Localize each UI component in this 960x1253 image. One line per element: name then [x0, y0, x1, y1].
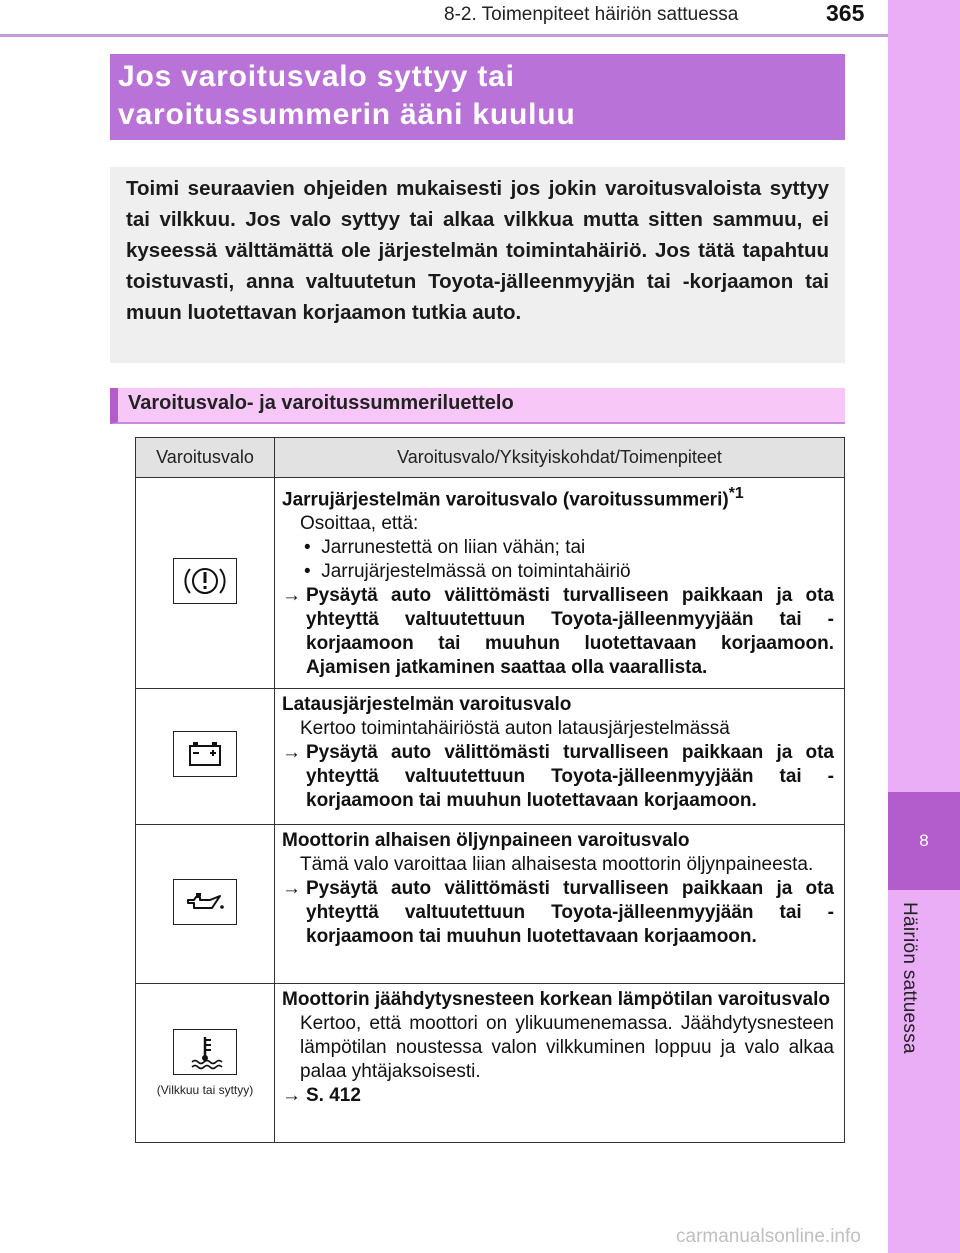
section-title	[110, 54, 845, 140]
column-header-warning-light: Varoitusvalo	[136, 438, 275, 478]
watermark: carmanualsonline.info	[676, 1226, 861, 1247]
oil-pressure-icon	[173, 879, 237, 925]
page-reference-link: S. 412	[306, 1085, 361, 1107]
arrow-icon: →	[282, 1085, 301, 1107]
chapter-label: Häiriön sattuessa	[899, 902, 920, 1054]
running-header-section: 8-2. Toimenpiteet häiriön sattuessa	[444, 4, 739, 25]
details-cell	[275, 825, 845, 984]
arrow-icon: →	[282, 585, 301, 607]
icon-cell	[136, 825, 275, 984]
column-header-details: Varoitusvalo/Yksityiskohdat/Toimenpiteet	[275, 438, 845, 478]
icon-cell	[136, 984, 275, 1143]
side-tab	[888, 0, 960, 1253]
details-cell	[275, 478, 845, 689]
battery-icon	[173, 731, 237, 777]
row-title: Moottorin alhaisen öljynpaineen varoitusvalo	[282, 830, 690, 852]
row-text: Kertoo, että moottori on ylikuumenemassa. Jäähdytysnesteen lämpötilan noustessa valon vilkkuminen loppuu ja valo alkaa palaa yhtäjaksoisesti.	[300, 1013, 834, 1083]
row-title: Jarrujärjestelmän varoitusvalo (varoitussummeri)$^{*1}$	[282, 485, 744, 511]
row-title: Moottorin jäähdytysnesteen korkean lämpötilan varoitusvalo	[282, 989, 830, 1011]
list-item: • Jarrunestettä on liian vähän; tai	[304, 537, 586, 559]
footnote-marker: *1	[728, 485, 744, 502]
row-text: Tämä valo varoittaa liian alhaisesta moottorin öljynpaineesta.	[300, 854, 814, 876]
table-row	[136, 984, 845, 1143]
table-header-row	[136, 438, 845, 478]
coolant-temperature-icon	[173, 1029, 237, 1075]
subheading: Varoitusvalo- ja varoitussummeriluettelo	[110, 388, 845, 424]
row-action: → Pysäytä auto välittömästi turvalliseen paikkaan ja ota yhteyttä valtuutettuun Toyota-jälleenmyyjään tai -korjaamoon tai muuhun luotettavaan korjaamoon. Ajamisen jatkaminen saattaa olla vaarallista.	[282, 585, 834, 679]
table-row	[136, 478, 845, 689]
arrow-icon: →	[282, 878, 301, 900]
row-action	[282, 1084, 834, 1108]
row-title: Latausjärjestelmän varoitusvalo	[282, 694, 572, 716]
table-row	[136, 825, 845, 984]
section-title-line2: varoitussummerin ääni kuuluu	[118, 98, 576, 131]
details-cell	[275, 689, 845, 825]
warning-light-table	[135, 437, 845, 1143]
row-text: Osoittaa, että:	[300, 513, 419, 535]
icon-caption: (Vilkkuu tai syttyy)	[156, 1083, 254, 1098]
section-title-line1: Jos varoitusvalo syttyy tai	[118, 60, 515, 93]
intro-paragraph: Toimi seuraavien ohjeiden mukaisesti jos jokin varoitusvaloista syttyy tai vilkkuu. Jos valo syttyy tai alkaa vilkkua mutta sitten sammuu, ei kyseessä välttämättä ole järjestelmän toimintahäiriö. Jos tätä tapahtuu toistuvasti, anna valtuutetun Toyota-jälleenmyyjän tai -korjaamon tai muun luotettavan korjaamon tutkia auto.	[110, 167, 845, 363]
arrow-icon: →	[282, 742, 301, 764]
chapter-number: 8	[888, 792, 960, 890]
icon-cell	[136, 478, 275, 689]
list-item: • Jarrujärjestelmässä on toimintahäiriö	[304, 561, 631, 583]
details-cell	[275, 984, 845, 1143]
table-row	[136, 689, 845, 825]
header-rule	[0, 34, 888, 37]
page-number: 365	[826, 0, 865, 26]
icon-cell	[136, 689, 275, 825]
row-text: Kertoo toimintahäiriöstä auton latausjärjestelmässä	[300, 718, 730, 740]
row-action: → Pysäytä auto välittömästi turvalliseen paikkaan ja ota yhteyttä valtuutettuun Toyota-jälleenmyyjään tai -korjaamoon tai muuhun luotettavaan korjaamoon.	[282, 742, 834, 812]
brake-warning-icon	[173, 558, 237, 604]
row-action: → Pysäytä auto välittömästi turvalliseen paikkaan ja ota yhteyttä valtuutettuun Toyota-jälleenmyyjään tai -korjaamoon tai muuhun luotettavaan korjaamoon.	[282, 878, 834, 948]
